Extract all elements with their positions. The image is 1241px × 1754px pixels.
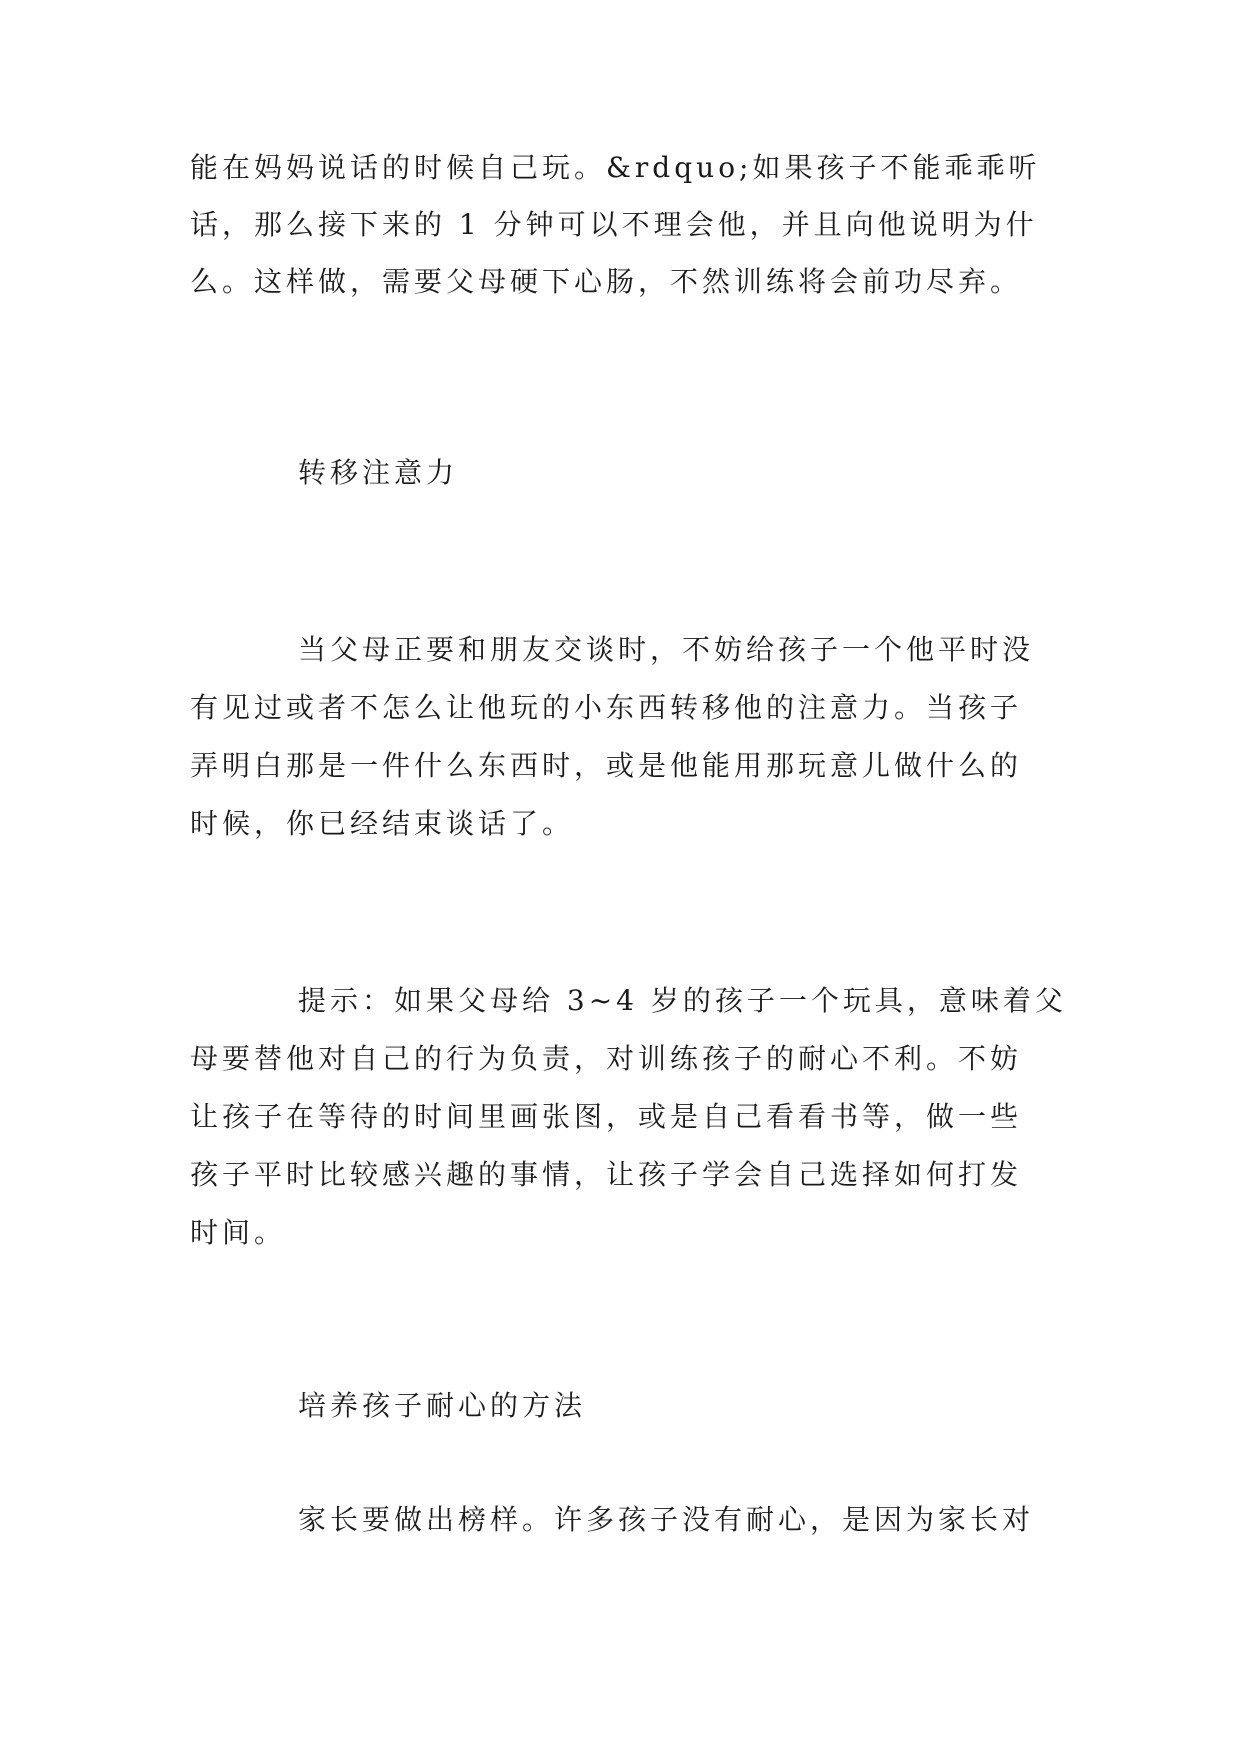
paragraph-line: 当父母正要和朋友交谈时，不妨给孩子一个他平时没 [298,633,1035,666]
paragraph-line: 话，那么接下来的 1 分钟可以不理会他，并且向他说明为什 [190,208,1038,241]
paragraph-line: 有见过或者不怎么让他玩的小东西转移他的注意力。当孩子 [190,691,1023,724]
paragraph-line: 让孩子在等待的时间里画张图，或是自己看看书等，做一些 [190,1100,1023,1133]
paragraph-line: 提示：如果父母给 3~4 岁的孩子一个玩具，意味着父 [298,984,1067,1017]
section-heading: 培养孩子耐心的方法 [298,1389,587,1422]
section-heading: 转移注意力 [298,456,459,489]
paragraph-line: 时候，你已经结束谈话了。 [190,807,575,840]
paragraph-line: 孩子平时比较感兴趣的事情，让孩子学会自己选择如何打发 [190,1158,1023,1191]
paragraph-line: 母要替他对自己的行为负责，对训练孩子的耐心不利。不妨 [190,1042,1023,1075]
paragraph-line: 能在妈妈说话的时候自己玩。&rdquo;如果孩子不能乖乖听 [190,151,1041,184]
paragraph-line: 时间。 [190,1216,287,1249]
paragraph-line: 弄明白那是一件什么东西时，或是他能用那玩意儿做什么的 [190,749,1023,782]
paragraph-line: 家长要做出榜样。许多孩子没有耐心，是因为家长对 [298,1503,1035,1536]
paragraph-line: 么。这样做，需要父母硬下心肠，不然训练将会前功尽弃。 [190,265,1023,298]
